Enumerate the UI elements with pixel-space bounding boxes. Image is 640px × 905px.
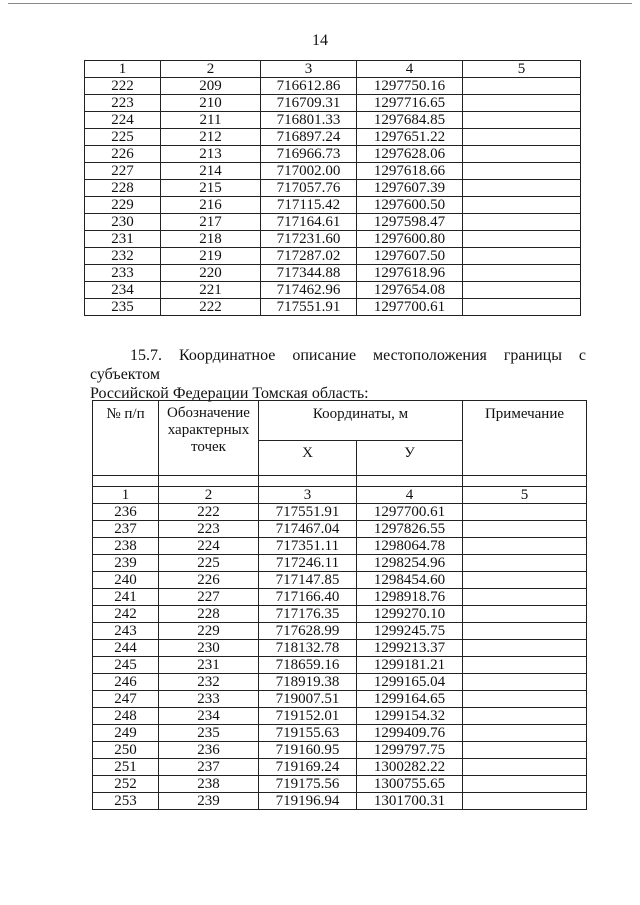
column-number: 3 <box>259 487 357 504</box>
table-row <box>93 657 587 674</box>
table-cell: 1298064.78 <box>357 538 463 555</box>
column-number: 1 <box>85 61 161 78</box>
table-cell: 1297600.80 <box>357 231 463 248</box>
table-cell: 1299270.10 <box>357 606 463 623</box>
table-cell <box>463 691 587 708</box>
table-cell: 1299245.75 <box>357 623 463 640</box>
table-cell: 716897.24 <box>261 129 357 146</box>
table-cell: 717628.99 <box>259 623 357 640</box>
table-cell: 717467.04 <box>259 521 357 538</box>
table-cell: 1297684.85 <box>357 112 463 129</box>
table-cell: 1297618.66 <box>357 163 463 180</box>
column-number: 4 <box>357 487 463 504</box>
header-note: Примечание <box>463 401 587 476</box>
table-cell <box>463 572 587 589</box>
spacer-cell <box>93 476 159 487</box>
table-cell: 717351.11 <box>259 538 357 555</box>
table-cell: 1297618.96 <box>357 265 463 282</box>
table-cell: 717115.42 <box>261 197 357 214</box>
table-cell: 216 <box>161 197 261 214</box>
table-cell: 1299797.75 <box>357 742 463 759</box>
header-x: Х <box>259 441 357 476</box>
spacer-cell <box>463 476 587 487</box>
header-row <box>93 401 587 441</box>
table-cell: 228 <box>159 606 259 623</box>
table-cell: 234 <box>85 282 161 299</box>
table-cell: 717147.85 <box>259 572 357 589</box>
table-row <box>85 214 581 231</box>
table-cell: 239 <box>159 793 259 810</box>
table-cell: 238 <box>159 776 259 793</box>
table-cell: 218 <box>161 231 261 248</box>
table-cell: 1299181.21 <box>357 657 463 674</box>
table-cell: 249 <box>93 725 159 742</box>
table-cell: 236 <box>159 742 259 759</box>
table-cell: 1301700.31 <box>357 793 463 810</box>
page-top-rule <box>8 3 632 4</box>
table-cell: 233 <box>85 265 161 282</box>
table-cell: 209 <box>161 78 261 95</box>
table-cell: 232 <box>159 674 259 691</box>
table-cell: 225 <box>85 129 161 146</box>
table-row <box>85 197 581 214</box>
table-cell: 230 <box>85 214 161 231</box>
header-spacer-row <box>93 476 587 487</box>
table-cell: 224 <box>159 538 259 555</box>
table-row <box>93 538 587 555</box>
table-row <box>85 146 581 163</box>
table-row <box>93 674 587 691</box>
table-cell: 220 <box>161 265 261 282</box>
table-row <box>85 299 581 316</box>
table-row <box>85 78 581 95</box>
table-cell <box>463 248 581 265</box>
page-number: 14 <box>312 32 328 49</box>
table-cell <box>463 742 587 759</box>
table-row <box>85 231 581 248</box>
table-cell: 229 <box>159 623 259 640</box>
table-cell: 1297700.61 <box>357 299 463 316</box>
column-number-row <box>85 61 581 78</box>
coordinates-table-tomsk <box>92 400 587 810</box>
table-cell: 716709.31 <box>261 95 357 112</box>
table-cell: 229 <box>85 197 161 214</box>
table-cell: 1299213.37 <box>357 640 463 657</box>
table-cell: 246 <box>93 674 159 691</box>
table-cell: 221 <box>161 282 261 299</box>
table-cell: 717002.00 <box>261 163 357 180</box>
table-cell: 717176.35 <box>259 606 357 623</box>
table-cell: 243 <box>93 623 159 640</box>
table-cell <box>463 521 587 538</box>
section-heading <box>90 346 586 403</box>
table-cell: 214 <box>161 163 261 180</box>
table-cell: 226 <box>159 572 259 589</box>
table-cell: 237 <box>159 759 259 776</box>
table-cell: 228 <box>85 180 161 197</box>
table-cell: 1299409.76 <box>357 725 463 742</box>
table-cell: 1297651.22 <box>357 129 463 146</box>
table-cell: 211 <box>161 112 261 129</box>
table-cell: 717287.02 <box>261 248 357 265</box>
column-number-row <box>93 487 587 504</box>
table-cell: 1298454.60 <box>357 572 463 589</box>
table-cell <box>463 180 581 197</box>
table-cell: 1297600.50 <box>357 197 463 214</box>
table-row <box>85 248 581 265</box>
spacer-cell <box>357 476 463 487</box>
table-cell: 717231.60 <box>261 231 357 248</box>
table-cell: 1297826.55 <box>357 521 463 538</box>
table-cell: 1297750.16 <box>357 78 463 95</box>
table-cell <box>463 793 587 810</box>
table-cell <box>463 725 587 742</box>
table-cell: 1299154.32 <box>357 708 463 725</box>
table-row <box>93 589 587 606</box>
table-cell <box>463 231 581 248</box>
header-coordinates: Координаты, м <box>259 401 463 441</box>
column-number: 2 <box>161 61 261 78</box>
table-row <box>85 129 581 146</box>
column-number: 4 <box>357 61 463 78</box>
table-cell: 1298254.96 <box>357 555 463 572</box>
table-row <box>85 112 581 129</box>
spacer-cell <box>159 476 259 487</box>
header-num: № п/п <box>93 401 159 476</box>
table-cell: 1297607.50 <box>357 248 463 265</box>
table-body <box>85 78 581 316</box>
table-cell: 231 <box>159 657 259 674</box>
table-cell <box>463 776 587 793</box>
coordinates-table-continued <box>84 60 581 316</box>
table-cell: 222 <box>85 78 161 95</box>
table-cell <box>463 146 581 163</box>
table-row <box>93 623 587 640</box>
table-cell: 247 <box>93 691 159 708</box>
table-cell: 242 <box>93 606 159 623</box>
table-cell <box>463 112 581 129</box>
table-cell: 244 <box>93 640 159 657</box>
table-cell <box>463 589 587 606</box>
table-cell <box>463 299 581 316</box>
table-row <box>93 504 587 521</box>
table-cell: 222 <box>161 299 261 316</box>
table-cell: 717551.91 <box>261 299 357 316</box>
table-cell: 1300282.22 <box>357 759 463 776</box>
table-cell: 210 <box>161 95 261 112</box>
table-row <box>93 691 587 708</box>
table-row <box>93 708 587 725</box>
table-row <box>93 725 587 742</box>
table-cell: 251 <box>93 759 159 776</box>
table-cell <box>463 129 581 146</box>
table-cell: 717551.91 <box>259 504 357 521</box>
table-cell: 716612.86 <box>261 78 357 95</box>
table-row <box>93 572 587 589</box>
table-cell: 223 <box>159 521 259 538</box>
table-cell: 1298918.76 <box>357 589 463 606</box>
table-cell <box>463 555 587 572</box>
table-cell: 235 <box>85 299 161 316</box>
table-cell: 231 <box>85 231 161 248</box>
table-cell <box>463 623 587 640</box>
column-number: 5 <box>463 487 587 504</box>
table-cell: 232 <box>85 248 161 265</box>
table-row <box>85 265 581 282</box>
table-cell: 234 <box>159 708 259 725</box>
table-cell: 717164.61 <box>261 214 357 231</box>
table-row <box>85 282 581 299</box>
table-row <box>93 742 587 759</box>
table-row <box>85 163 581 180</box>
table-cell: 719196.94 <box>259 793 357 810</box>
table-row <box>93 555 587 572</box>
table-cell: 719169.24 <box>259 759 357 776</box>
table-cell: 1299164.65 <box>357 691 463 708</box>
spacer-cell <box>259 476 357 487</box>
table-cell <box>463 657 587 674</box>
table-cell: 235 <box>159 725 259 742</box>
table-body <box>93 504 587 810</box>
table-cell <box>463 606 587 623</box>
table-cell: 719007.51 <box>259 691 357 708</box>
table-cell: 719175.56 <box>259 776 357 793</box>
table-cell: 1297598.47 <box>357 214 463 231</box>
table-cell: 227 <box>85 163 161 180</box>
table-cell: 224 <box>85 112 161 129</box>
table-cell: 716966.73 <box>261 146 357 163</box>
table-cell: 215 <box>161 180 261 197</box>
table-cell <box>463 674 587 691</box>
table-cell: 719155.63 <box>259 725 357 742</box>
column-number: 5 <box>463 61 581 78</box>
table-row <box>93 640 587 657</box>
table-cell: 212 <box>161 129 261 146</box>
table-cell: 717462.96 <box>261 282 357 299</box>
table-cell: 239 <box>93 555 159 572</box>
table-cell: 718919.38 <box>259 674 357 691</box>
table-cell: 1297628.06 <box>357 146 463 163</box>
table-row <box>85 180 581 197</box>
table-cell: 719160.95 <box>259 742 357 759</box>
table-cell: 217 <box>161 214 261 231</box>
table-cell <box>463 504 587 521</box>
table-cell: 718659.16 <box>259 657 357 674</box>
table-cell <box>463 163 581 180</box>
column-number: 1 <box>93 487 159 504</box>
table-cell: 252 <box>93 776 159 793</box>
column-number: 2 <box>159 487 259 504</box>
table-cell: 718132.78 <box>259 640 357 657</box>
table-cell <box>463 708 587 725</box>
table-row <box>93 776 587 793</box>
table-cell: 719152.01 <box>259 708 357 725</box>
table-cell: 240 <box>93 572 159 589</box>
table-cell: 1297716.65 <box>357 95 463 112</box>
table-cell: 245 <box>93 657 159 674</box>
table-cell: 241 <box>93 589 159 606</box>
table-row <box>93 759 587 776</box>
table-cell: 238 <box>93 538 159 555</box>
header-designation: Обозначение характерных точек <box>159 401 259 476</box>
table-cell: 1297700.61 <box>357 504 463 521</box>
table-cell: 219 <box>161 248 261 265</box>
table-cell <box>463 214 581 231</box>
table-cell <box>463 95 581 112</box>
table-cell: 1300755.65 <box>357 776 463 793</box>
table-cell <box>463 197 581 214</box>
table-cell: 717057.76 <box>261 180 357 197</box>
table-row <box>93 606 587 623</box>
header-y: У <box>357 441 463 476</box>
table-cell: 225 <box>159 555 259 572</box>
table-cell <box>463 78 581 95</box>
table-cell: 237 <box>93 521 159 538</box>
table-cell: 236 <box>93 504 159 521</box>
table-cell: 1297654.08 <box>357 282 463 299</box>
table-cell <box>463 640 587 657</box>
table-cell: 1297607.39 <box>357 180 463 197</box>
table-cell: 213 <box>161 146 261 163</box>
table-cell: 716801.33 <box>261 112 357 129</box>
table-cell: 222 <box>159 504 259 521</box>
table-cell: 226 <box>85 146 161 163</box>
column-number: 3 <box>261 61 357 78</box>
table-cell: 248 <box>93 708 159 725</box>
table-cell <box>463 538 587 555</box>
section-heading-line: Российской Федерации Томская область: <box>90 385 369 402</box>
table-cell: 230 <box>159 640 259 657</box>
table-cell: 250 <box>93 742 159 759</box>
table-cell: 253 <box>93 793 159 810</box>
table-cell: 223 <box>85 95 161 112</box>
table-cell: 717166.40 <box>259 589 357 606</box>
table-row <box>85 95 581 112</box>
table-row <box>93 793 587 810</box>
table-cell: 1299165.04 <box>357 674 463 691</box>
table-cell: 227 <box>159 589 259 606</box>
table-row <box>93 521 587 538</box>
table-cell: 717246.11 <box>259 555 357 572</box>
table-cell: 233 <box>159 691 259 708</box>
section-heading-line: 15.7. Координатное описание местоположения границы с субъектом <box>90 347 586 383</box>
table-cell <box>463 265 581 282</box>
table-cell: 717344.88 <box>261 265 357 282</box>
table-cell <box>463 759 587 776</box>
table-cell <box>463 282 581 299</box>
